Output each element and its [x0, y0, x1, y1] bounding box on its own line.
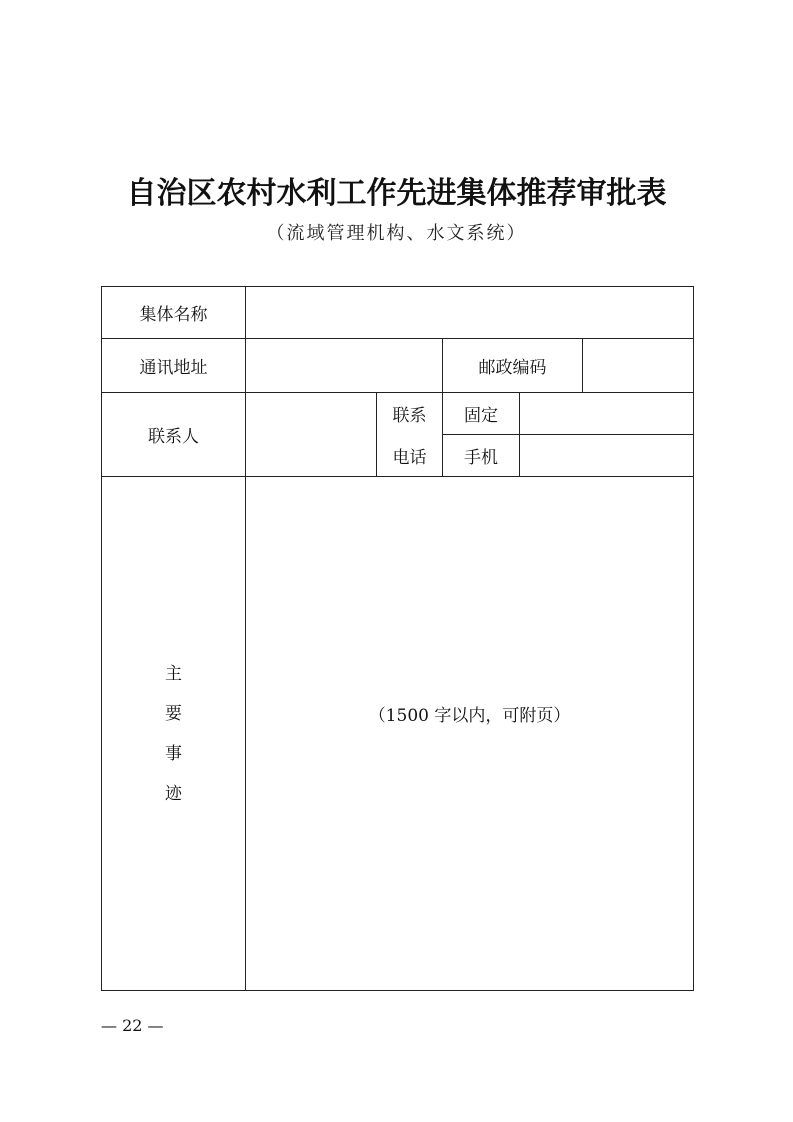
collective-name-label: 集体名称 [102, 287, 246, 339]
main-deeds-label [102, 662, 245, 806]
main-deeds-note: （1500 字以内，可附页） [368, 706, 571, 726]
main-deeds-label-char: 事 [165, 743, 182, 764]
collective-name-field[interactable] [246, 287, 694, 339]
mobile-label: 手机 [443, 435, 520, 477]
main-deeds-label-char: 迹 [165, 783, 182, 804]
postcode-field[interactable] [583, 339, 694, 393]
main-deeds-label-cell [102, 477, 246, 991]
main-deeds-label-char: 要 [165, 703, 182, 724]
contact-field[interactable] [246, 393, 377, 477]
main-deeds-field[interactable] [246, 477, 694, 991]
address-field[interactable] [246, 339, 443, 393]
main-deeds-label-char: 主 [165, 663, 182, 684]
document-subtitle: （流域管理机构、水文系统） [266, 223, 527, 244]
phone-label-top: 联系 [377, 393, 443, 435]
recommendation-form-table [101, 286, 694, 991]
contact-label: 联系人 [102, 393, 246, 477]
document-title: 自治区农村水利工作先进集体推荐审批表 [126, 176, 667, 211]
mobile-field[interactable] [520, 435, 694, 477]
postcode-label: 邮政编码 [443, 339, 583, 393]
page-number: — 22 — [101, 1016, 164, 1035]
phone-label-bottom: 电话 [377, 435, 443, 477]
landline-label: 固定 [443, 393, 520, 435]
address-label: 通讯地址 [102, 339, 246, 393]
landline-field[interactable] [520, 393, 694, 435]
